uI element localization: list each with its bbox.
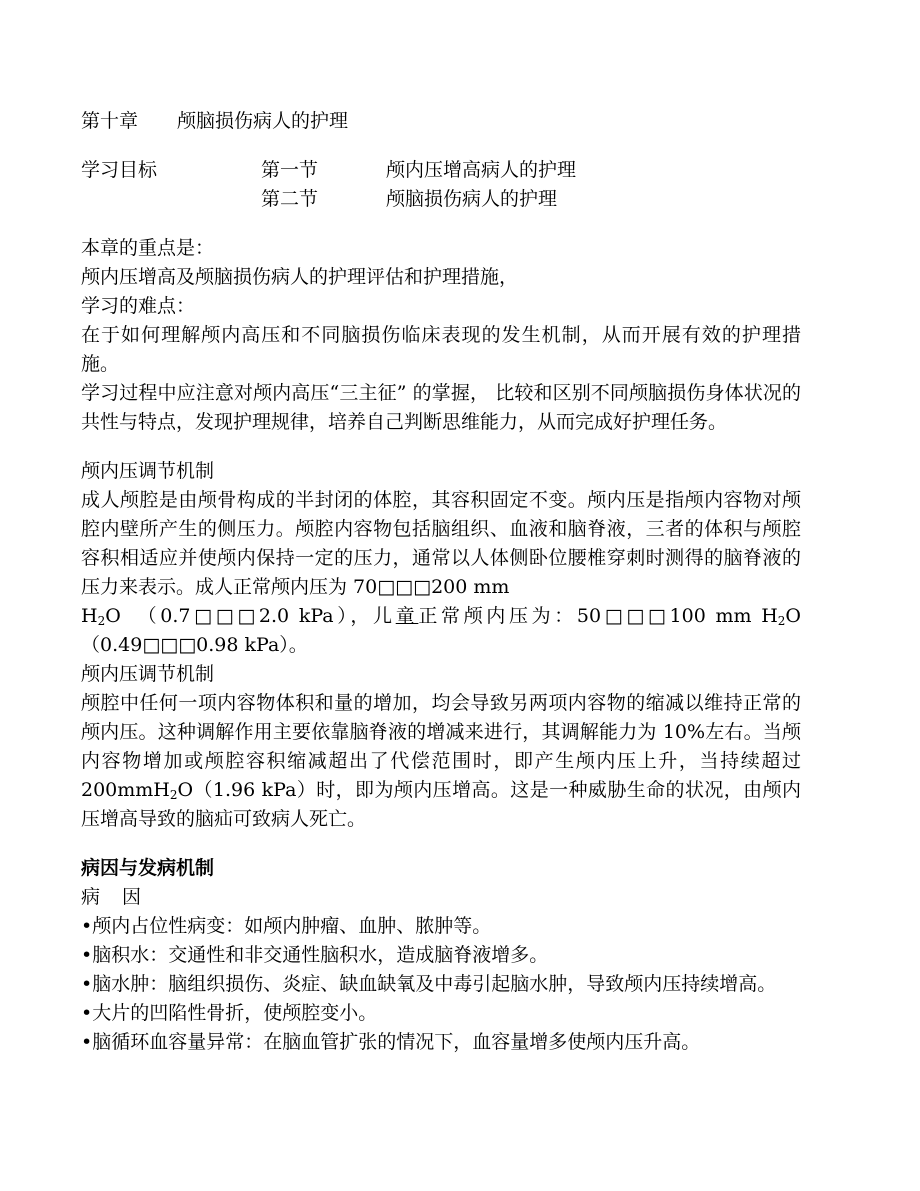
section-number: 第一节 xyxy=(261,159,319,181)
missing-glyph: □□□ xyxy=(601,605,670,627)
etiology-item: •脑积水：交通性和非交通性脑积水，造成脑脊液增多。 xyxy=(81,944,549,966)
regulation-paragraph: 成人颅腔是由颅骨构成的半封闭的体腔，其容积固定不变。颅内压是指颅内容物对颅腔内壁所产生的侧压力。颅腔内容物包括脑组织、血液和脑脊液，三者的体积与颅腔容积相适应并使颅内保持一定的压力，通常以人体侧卧位腰椎穿刺时测得的脑脊液的压力来表示。成人正常颅内压为 70□□□200 mm xyxy=(81,489,801,598)
regulation-paragraph-2: 颅腔中任何一项内容物体积和量的增加，均会导致另两项内容物的缩减以维持正常的颅内压。这种调解作用主要依靠脑脊液的增减来进行，其调解能力为 10%左右。当颅内容物增加或颅腔容积缩减超出了代偿范围时，即产生颅内压上升，当持续超过 200mmH$_2$O（1.96 kPa）时，即为颅内压增高。这是一种威胁生命的状况，由颅内压增高导致的脑疝可致病人死亡。 xyxy=(81,692,801,830)
etiology-item: •脑循环血容量异常：在脑血管扩张的情况下，血容量增多使颅内压升高。 xyxy=(81,1031,701,1053)
section-number: 第二节 xyxy=(261,188,319,210)
objectives-label: 学习目标 xyxy=(81,159,158,181)
chapter-heading xyxy=(81,107,801,136)
regulation-values-line: $H_2O$ （0.7□□□2.0 kPa），儿童正常颅内压为：50□□□100 mm $H_2O$ xyxy=(81,605,801,628)
document-page xyxy=(81,107,801,1057)
objective-row-1 xyxy=(81,156,801,185)
regulation-values-line-2: （0.49□□□0.98 kPa）。 xyxy=(81,634,308,656)
missing-glyph: □□□ xyxy=(190,605,259,627)
section-title: 颅脑损伤病人的护理 xyxy=(386,188,558,210)
chapter-number: 第十章 xyxy=(81,110,139,132)
etiology-item: •脑水肿：脑组织损伤、炎症、缺血缺氧及中毒引起脑水肿，导致颅内压持续增高。 xyxy=(81,973,777,995)
etiology-subheading: 病因 xyxy=(81,886,164,908)
difficulty-text: 在于如何理解颅内高压和不同脑损伤临床表现的发生机制，从而开展有效的护理措施。 xyxy=(81,324,801,375)
missing-glyph: □□□ xyxy=(142,634,197,656)
focus-text: 颅内压增高及颅脑损伤病人的护理评估和护理措施， xyxy=(81,266,519,288)
etiology-item: •大片的凹陷性骨折，使颅腔变小。 xyxy=(81,1002,378,1024)
advice-text: 学习过程中应注意对颅内高压“三主征” 的掌握， 比较和区别不同颅脑损伤身体状况的共性与特点，发现护理规律，培养自己判断思维能力，从而完成好护理任务。 xyxy=(81,382,801,433)
chapter-title: 颅脑损伤病人的护理 xyxy=(177,110,349,132)
etiology-item: •颅内占位性病变：如颅内肿瘤、血肿、脓肿等。 xyxy=(81,915,492,937)
focus-heading: 本章的重点是： xyxy=(81,237,215,259)
etiology-heading: 病因与发病机制 xyxy=(81,857,215,879)
missing-glyph: □□□ xyxy=(377,576,432,598)
objective-row-2 xyxy=(81,185,801,214)
regulation-heading: 颅内压调节机制 xyxy=(81,460,215,482)
difficulty-heading: 学习的难点： xyxy=(81,295,196,317)
section-title: 颅内压增高病人的护理 xyxy=(386,159,577,181)
regulation-heading-2: 颅内压调节机制 xyxy=(81,663,215,685)
